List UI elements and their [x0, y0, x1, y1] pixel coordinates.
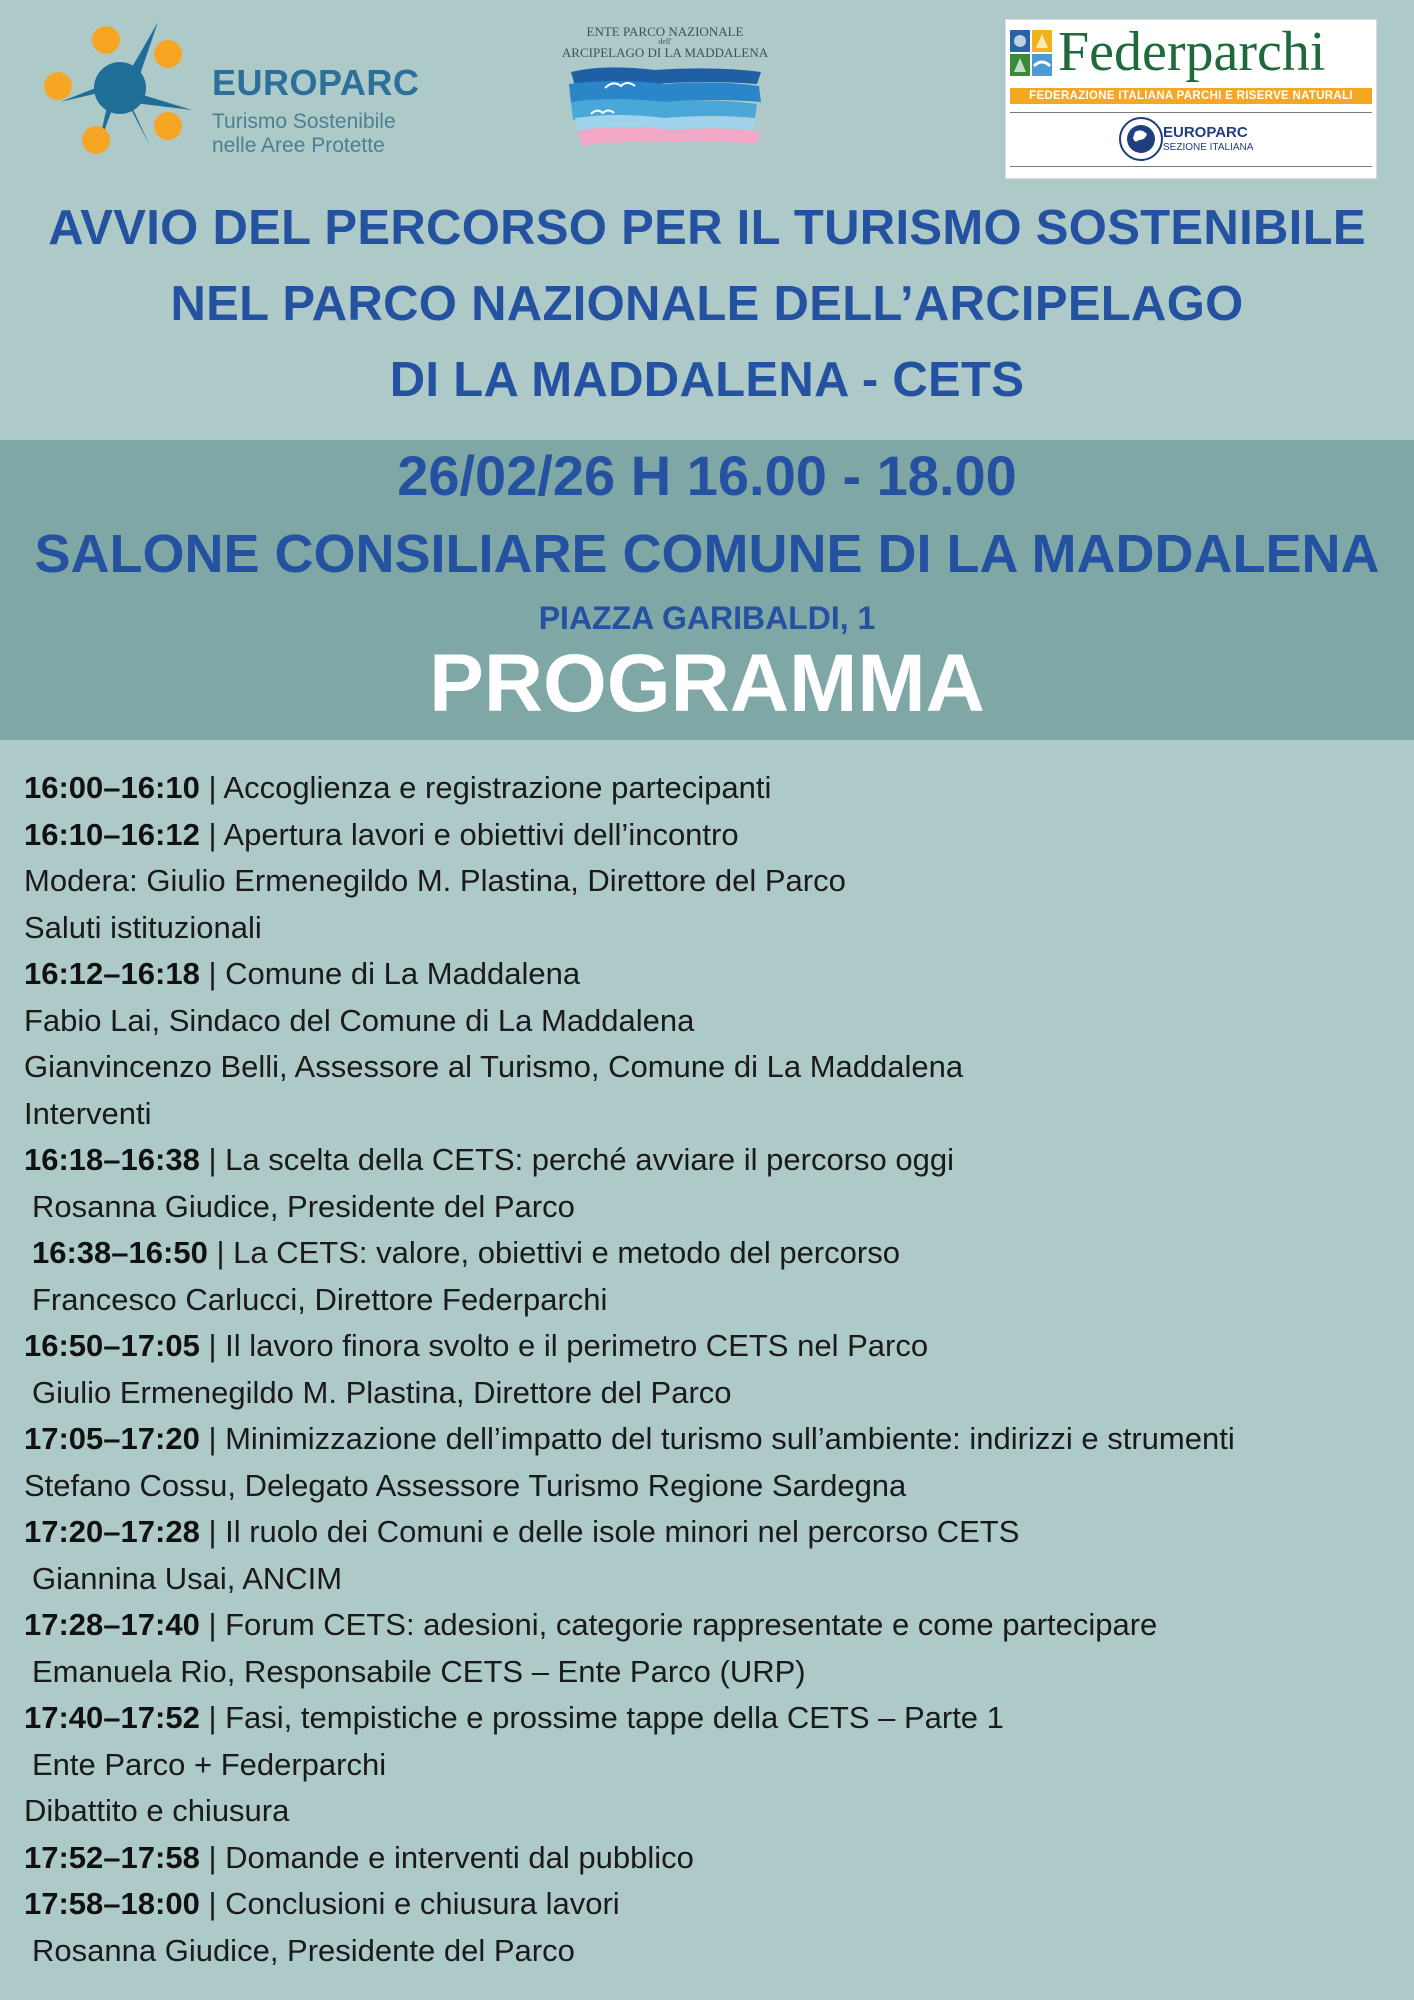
program-item-text: Giulio Ermenegildo M. Plastina, Direttore del Parco	[32, 1374, 732, 1410]
parco-logo-text	[555, 24, 775, 60]
program-item	[24, 1509, 1394, 1556]
program-item	[24, 1091, 1394, 1138]
program-item	[24, 1044, 1394, 1091]
program-item-time: 16:38–16:50	[32, 1235, 208, 1270]
federparchi-sub-subtitle: SEZIONE ITALIANA	[1163, 142, 1254, 153]
program-item	[24, 1835, 1394, 1882]
event-date-time: 26/02/26 H 16.00 - 18.00	[397, 444, 1017, 507]
program-item	[24, 1649, 1394, 1696]
federparchi-divider	[1010, 112, 1372, 113]
program-item	[24, 1137, 1394, 1184]
title-line-3: DI LA MADDALENA - CETS	[389, 353, 1025, 407]
europarc-name: EUROPARC	[212, 62, 420, 103]
program-item	[24, 1742, 1394, 1789]
title-line-1: AVVIO DEL PERCORSO PER IL TURISMO SOSTENIBILE	[48, 201, 1366, 255]
program-item-time: 17:28–17:40	[24, 1607, 200, 1642]
program-item-time: 16:50–17:05	[24, 1328, 200, 1363]
program-item-text: | Il lavoro finora svolto e il perimetro CETS nel Parco	[199, 1328, 929, 1363]
logo-bar	[0, 0, 1414, 180]
program-item-text: Ente Parco + Federparchi	[32, 1746, 387, 1782]
program-item	[24, 1881, 1394, 1928]
federparchi-bottom-divider	[1010, 166, 1372, 167]
program-item-text: Giannina Usai, ANCIM	[32, 1560, 343, 1596]
program-item	[24, 905, 1394, 952]
program-item-text: | Domande e interventi dal pubblico	[199, 1839, 694, 1875]
europarc-logo	[40, 18, 420, 158]
program-list	[24, 765, 1394, 1974]
program-item	[24, 1556, 1394, 1603]
program-item-time: 17:52–17:58	[24, 1839, 200, 1875]
program-item	[24, 1277, 1394, 1324]
program-item-text: Interventi	[24, 1095, 152, 1131]
program-item-text: | La CETS: valore, obiettivi e metodo del percorso	[207, 1235, 900, 1270]
program-item-text: | Il ruolo dei Comuni e delle isole minori nel percorso CETS	[199, 1514, 1020, 1549]
program-item	[24, 765, 1394, 812]
parco-logo-line2: dell'	[658, 37, 672, 46]
program-item-text: | La scelta della CETS: perché avviare il percorso oggi	[199, 1142, 954, 1177]
programma-heading: PROGRAMMA	[429, 638, 985, 729]
event-venue: SALONE CONSILIARE COMUNE DI LA MADDALENA	[34, 524, 1380, 584]
program-item-text: Emanuela Rio, Responsabile CETS – Ente Parco (URP)	[32, 1653, 806, 1689]
program-item	[24, 1695, 1394, 1742]
program-item	[24, 1323, 1394, 1370]
title-line-2: NEL PARCO NAZIONALE DELL’ARCIPELAGO	[170, 277, 1244, 331]
program-item-text: | Minimizzazione dell’impatto del turismo sull’ambiente: indirizzi e strumenti	[199, 1421, 1235, 1456]
program-item-time: 17:40–17:52	[24, 1700, 200, 1735]
program-item-time: 17:05–17:20	[24, 1421, 200, 1456]
program-item	[24, 998, 1394, 1045]
program-item	[24, 1230, 1394, 1277]
program-item-text: | Fasi, tempistiche e prossime tappe della CETS – Parte 1	[199, 1700, 1004, 1735]
event-title	[0, 190, 1414, 418]
program-item-text: Gianvincenzo Belli, Assessore al Turismo, Comune di La Maddalena	[24, 1049, 964, 1084]
event-address: PIAZZA GARIBALDI, 1	[538, 600, 876, 636]
program-item-text: | Accoglienza e registrazione partecipanti	[199, 770, 772, 805]
program-item-text: | Forum CETS: adesioni, categorie rappresentate e come partecipare	[199, 1607, 1158, 1642]
program-item-time: 16:18–16:38	[24, 1142, 200, 1177]
program-item-text: | Comune di La Maddalena	[199, 956, 581, 991]
program-item-time: 16:12–16:18	[24, 956, 200, 991]
program-item-text: | Conclusioni e chiusura lavori	[199, 1886, 620, 1921]
program-item	[24, 1928, 1394, 1975]
program-item	[24, 1416, 1394, 1463]
sea-brush-icon	[565, 62, 765, 152]
europarc-subtitle-line1: Turismo Sostenibile	[212, 110, 396, 133]
program-item-time: 16:00–16:10	[24, 770, 200, 805]
europarc-badge-icon	[1118, 116, 1164, 162]
program-item-text: Fabio Lai, Sindaco del Comune di La Maddalena	[24, 1002, 695, 1038]
europarc-subtitle	[212, 110, 432, 158]
federparchi-sub-title: EUROPARC	[1163, 124, 1248, 141]
program-item	[24, 1370, 1394, 1417]
federparchi-logo	[1005, 19, 1377, 179]
program-item-text: Dibattito e chiusura	[24, 1793, 290, 1828]
program-item-time: 16:10–16:12	[24, 816, 200, 852]
program-item-time: 17:58–18:00	[24, 1886, 200, 1921]
program-item	[24, 951, 1394, 998]
program-item-text: Modera: Giulio Ermenegildo M. Plastina, Direttore del Parco	[24, 863, 846, 898]
program-item	[24, 1184, 1394, 1231]
event-info-band	[0, 440, 1414, 740]
program-item-text: Rosanna Giudice, Presidente del Parco	[32, 1188, 575, 1224]
program-item-text: Saluti istituzionali	[24, 909, 262, 945]
europarc-subtitle-line2: nelle Aree Protette	[212, 134, 385, 157]
europarc-star-icon	[40, 18, 200, 158]
program-item-text: Rosanna Giudice, Presidente del Parco	[32, 1932, 575, 1968]
program-item-text: | Apertura lavori e obiettivi dell’incontro	[199, 816, 739, 852]
program-item	[24, 812, 1394, 859]
parco-logo-line3: ARCIPELAGO DI LA MADDALENA	[561, 45, 769, 60]
program-item	[24, 1788, 1394, 1835]
program-item-time: 17:20–17:28	[24, 1514, 200, 1549]
program-item	[24, 1602, 1394, 1649]
parco-maddalena-logo	[555, 22, 775, 152]
program-item	[24, 1463, 1394, 1510]
federparchi-emblem-icon	[1010, 30, 1052, 76]
program-item-text: Stefano Cossu, Delegato Assessore Turismo Regione Sardegna	[24, 1467, 907, 1503]
federparchi-band: FEDERAZIONE ITALIANA PARCHI E RISERVE NATURALI	[1010, 88, 1372, 104]
federparchi-name: Federparchi	[1058, 21, 1326, 83]
program-item-text: Francesco Carlucci, Direttore Federparchi	[32, 1281, 608, 1317]
program-item	[24, 858, 1394, 905]
parco-logo-line1: ENTE PARCO NAZIONALE	[586, 24, 744, 39]
